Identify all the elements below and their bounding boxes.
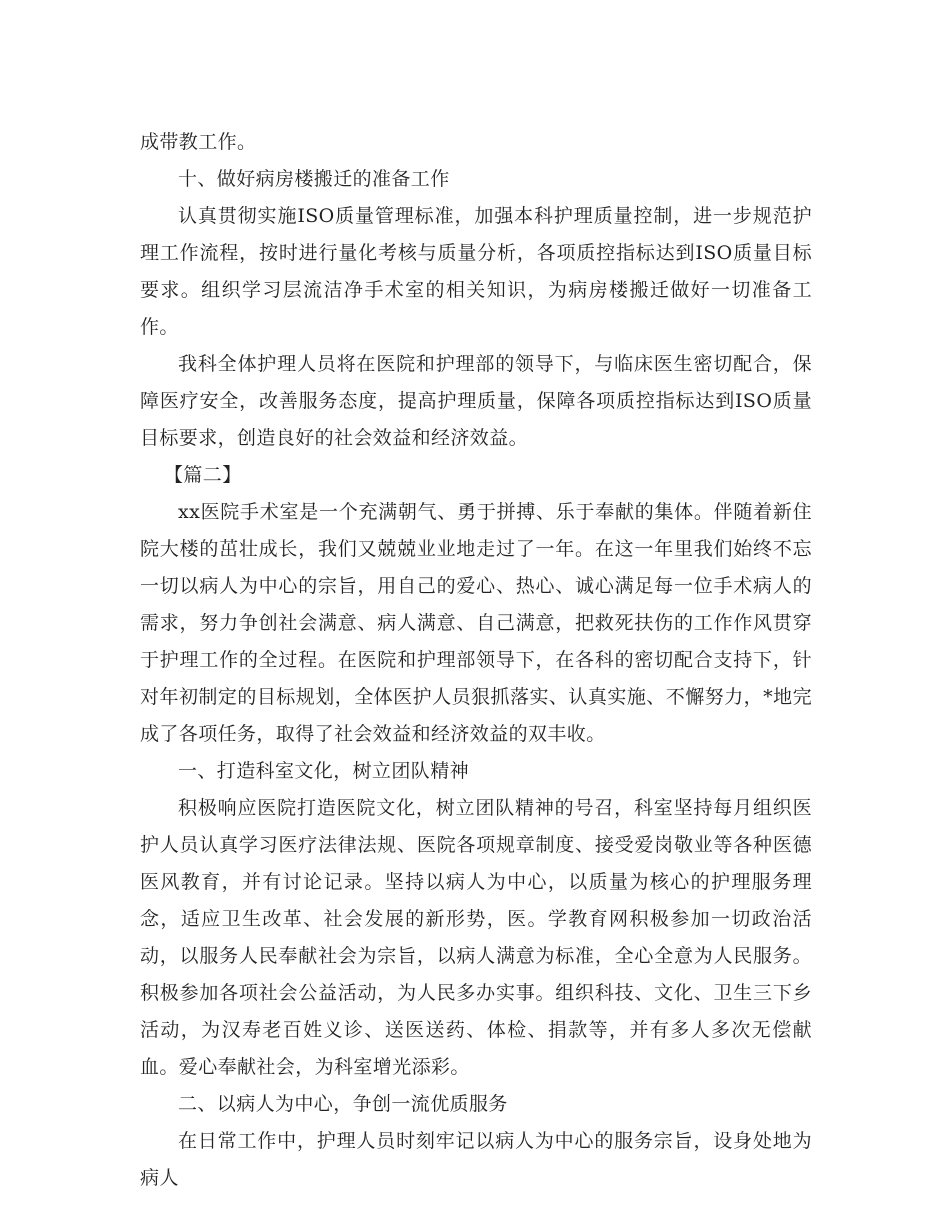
paragraph-nursing-staff: 我科全体护理人员将在医院和护理部的领导下，与临床医生密切配合，保障医疗安全，改善服务态度，提高护理质量，保障各项质控指标达到ISO质量目标要求，创造良好的社会效益和经济效益。 [140,353,812,449]
paragraph-continuation: 成带教工作。 [140,131,257,153]
section-heading-two: 二、以病人为中心，争创一流优质服务 [178,1093,508,1115]
document-body [140,124,812,1197]
section-heading-ten: 十、做好病房楼搬迁的准备工作 [178,168,450,190]
paragraph-operating-room-intro: xx医院手术室是一个充满朝气、勇于拼搏、乐于奉献的集体。伴随着新住院大楼的茁壮成长，我们又兢兢业业地走过了一年。在这一年里我们始终不忘一切以病人为中心的宗旨，用自己的爱心、热心、诚心满足每一位手术病人的需求，努力争创社会满意、病人满意、自己满意，把救死扶伤的工作作风贯穿于护理工作的全过程。在医院和护理部领导下，在各科的密切配合支持下，针对年初制定的目标规划，全体医护人员狠抓落实、认真实施、不懈努力，*地完成了各项任务，取得了社会效益和经济效益的双丰收。 [140,501,812,745]
paragraph-department-culture: 积极响应医院打造医院文化，树立团队精神的号召，科室坚持每月组织医护人员认真学习医疗法律法规、医院各项规章制度、接受爱岗敬业等各种医德医风教育，并有讨论记录。坚持以病人为中心，以质量为核心的护理服务理念，适应卫生改革、社会发展的新形势，医。学教育网积极参加一切政治活动，以服务人民奉献社会为宗旨，以病人满意为标准，全心全意为人民服务。积极参加各项社会公益活动，为人民多办实事。组织科技、文化、卫生三下乡活动，为汉寿老百姓义诊、送医送药、体检、捐款等，并有多人多次无偿献血。爱心奉献社会，为科室增光添彩。 [140,797,812,1078]
paragraph-iso-quality: 认真贯彻实施ISO质量管理标准，加强本科护理质量控制，进一步规范护理工作流程，按时进行量化考核与质量分析，各项质控指标达到ISO质量目标要求。组织学习层流洁净手术室的相关知识，为病房楼搬迁做好一切准备工作。 [140,205,812,338]
paragraph-patient-centered: 在日常工作中，护理人员时刻牢记以病人为中心的服务宗旨，设身处地为病人 [140,1130,812,1189]
section-heading-one: 一、打造科室文化，树立团队精神 [178,760,470,782]
section-tag-part-two: 【篇二】 [164,464,242,486]
